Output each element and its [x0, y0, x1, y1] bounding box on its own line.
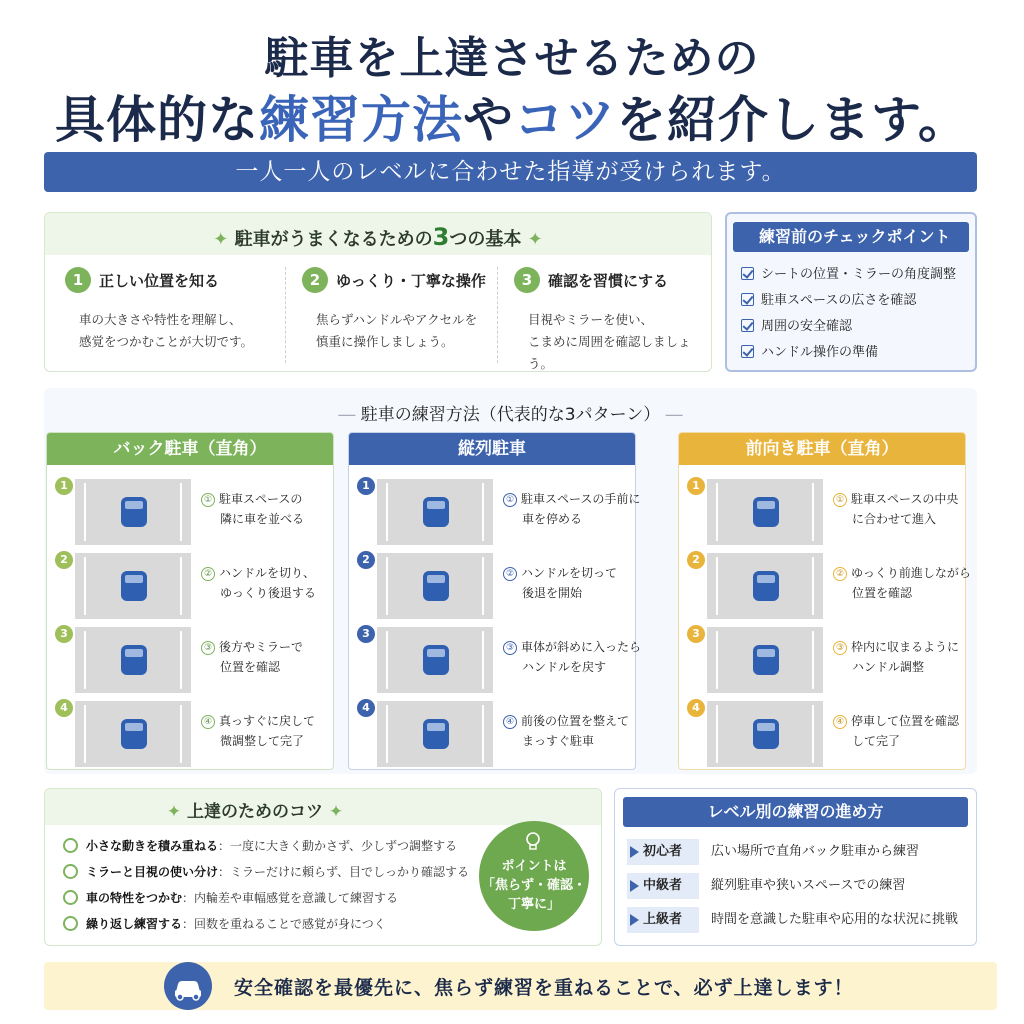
step-circle-number: ④: [503, 715, 517, 729]
sparkle-icon: ✦: [521, 229, 543, 250]
step-number: 2: [687, 551, 705, 569]
step-number: 2: [55, 551, 73, 569]
number-badge: 3: [514, 267, 540, 293]
tips-title: [45, 797, 465, 822]
step-line: まっすぐ駐車: [522, 734, 595, 748]
level-item: [627, 873, 958, 907]
step-line: 駐車スペースの手前に: [521, 492, 641, 506]
level-tag: 中級者: [627, 873, 699, 899]
headline-accent-methods: 練習方法: [259, 90, 463, 149]
step-text: [503, 711, 629, 751]
pattern-step: [349, 625, 642, 695]
level-item: [627, 907, 958, 941]
tips-title-text: 上達のためのコツ: [187, 802, 323, 822]
step-number: 1: [687, 477, 705, 495]
checkpoint-label: ハンドル操作の準備: [761, 345, 879, 360]
basic-item-head: ゆっくり・丁寧な操作: [336, 271, 486, 290]
step-line: 隣に車を並べる: [220, 512, 305, 526]
level-text: 縦列駐車や狭いスペースでの練習: [711, 878, 906, 893]
step-line: ゆっくり後退する: [220, 586, 316, 600]
checkbox-icon: [741, 345, 754, 358]
parking-diagram: [75, 627, 191, 693]
car-icon: [164, 962, 212, 1010]
headline-line1: 駐車を上達させるための: [264, 33, 760, 84]
step-line: ハンドル調整: [852, 660, 925, 674]
parking-diagram: [75, 701, 191, 767]
step-circle-number: ②: [503, 567, 517, 581]
tips-list: [63, 833, 469, 937]
step-number: 1: [357, 477, 375, 495]
pattern-step: [679, 477, 965, 547]
pattern-forward-parking: [678, 432, 971, 770]
pattern-step: [349, 699, 635, 769]
tip-text: ：内輪差や車幅感覚を意識して練習する: [182, 891, 399, 905]
step-text: [201, 489, 304, 529]
tip-item: [63, 885, 469, 911]
step-circle-number: ④: [201, 715, 215, 729]
basic-item-line: こまめに周囲を確認しましょう。: [528, 334, 691, 371]
step-line: 微調整して完了: [220, 734, 305, 748]
basic-item-head: 確認を習慣にする: [548, 271, 669, 290]
tip-text: ：ミラーだけに頼らず、目でしっかり確認する: [218, 865, 470, 879]
basic-item-line: 車の大きさや特性を理解し、: [79, 312, 242, 327]
step-circle-number: ①: [503, 493, 517, 507]
pattern-step: [47, 699, 333, 769]
step-line: 駐車スペースの中央: [851, 492, 959, 506]
level-item: [627, 839, 958, 873]
pattern-title: 縦列駐車: [349, 433, 635, 465]
level-text: 広い場所で直角バック駐車から練習: [711, 844, 920, 859]
step-number: 4: [357, 699, 375, 717]
checkpoint-item: [741, 340, 956, 366]
parking-diagram: [377, 627, 493, 693]
step-number: 3: [357, 625, 375, 643]
step-number: 2: [357, 551, 375, 569]
checkpoint-item: [741, 288, 956, 314]
step-line: ハンドルを戻す: [522, 660, 607, 674]
pattern-step: [679, 625, 965, 695]
step-line: 前後の位置を整えて: [521, 714, 630, 728]
step-text: [503, 637, 641, 677]
basics-title-text: つの基本: [449, 229, 522, 250]
step-line: して完了: [852, 734, 901, 748]
step-circle-number: ③: [833, 641, 847, 655]
basic-item-line: 感覚をつかむことが大切です。: [79, 334, 254, 349]
levels-title: レベル別の練習の進め方: [623, 797, 968, 827]
check-circle-icon: [63, 890, 78, 905]
checkpoint-item: [741, 262, 956, 288]
step-circle-number: ②: [201, 567, 215, 581]
parking-diagram: [707, 553, 823, 619]
pattern-step: [679, 699, 965, 769]
tip-bold: 小さな動きを積み重ねる: [86, 839, 219, 853]
point-line: ポイントは: [501, 859, 567, 874]
step-number: 1: [55, 477, 73, 495]
step-text: [833, 489, 958, 529]
step-line: 後退を開始: [522, 586, 583, 600]
headline-accent-tips: コツ: [514, 90, 616, 149]
pattern-step: [47, 625, 333, 695]
lightbulb-icon: [524, 831, 542, 851]
levels-panel: [614, 788, 977, 946]
step-line: 後方やミラーで: [219, 640, 304, 654]
tip-item: [63, 833, 469, 859]
basics-title-number: 3: [432, 223, 450, 251]
step-text: [833, 711, 959, 751]
basic-item: [497, 267, 707, 371]
step-text: [201, 637, 303, 677]
subtitle-banner: 一人一人のレベルに合わせた指導が受けられます。: [44, 152, 977, 192]
basics-title: [45, 223, 711, 251]
level-tag: 上級者: [627, 907, 699, 933]
step-line: ハンドルを切り、: [219, 566, 316, 580]
parking-diagram: [75, 553, 191, 619]
parking-diagram: [707, 701, 823, 767]
step-circle-number: ③: [201, 641, 215, 655]
step-line: 車体が斜めに入ったら: [521, 640, 642, 654]
basic-item-line: 慎重に操作しましょう。: [316, 334, 454, 349]
pattern-step: [679, 551, 971, 621]
basic-item-head: 正しい位置を知る: [99, 271, 220, 290]
step-circle-number: ①: [833, 493, 847, 507]
checkpoint-panel: [725, 212, 977, 372]
sparkle-icon: ✦: [323, 802, 344, 822]
basic-item: [285, 267, 495, 363]
step-circle-number: ②: [833, 567, 847, 581]
headline-text: を紹介します。: [616, 90, 969, 149]
step-line: 位置を確認: [852, 586, 913, 600]
step-line: 車を停める: [522, 512, 583, 526]
headline-line2: [0, 80, 1024, 152]
point-text: [479, 857, 589, 914]
step-line: に合わせて進入: [852, 512, 937, 526]
level-tag: 初心者: [627, 839, 699, 865]
methods-title: [44, 400, 977, 425]
checkpoint-list: [741, 262, 956, 366]
tip-item: [63, 859, 469, 885]
headline-text: や: [463, 90, 514, 149]
step-number: 4: [687, 699, 705, 717]
step-number: 3: [55, 625, 73, 643]
pattern-title: 前向き駐車（直角）: [679, 433, 965, 465]
point-line: 丁寧に」: [507, 897, 560, 912]
point-line: 「焦らず・確認・: [481, 878, 586, 893]
tip-bold: 繰り返し練習する: [86, 917, 183, 931]
checkpoint-label: シートの位置・ミラーの角度調整: [761, 267, 957, 282]
level-text: 時間を意識した駐車や応用的な状況に挑戦: [711, 912, 959, 927]
sparkle-icon: ✦: [166, 802, 187, 822]
basic-item-line: 焦らずハンドルやアクセルを: [316, 312, 478, 327]
tip-bold: ミラーと目視の使い分け: [86, 865, 219, 879]
step-text: [833, 637, 959, 677]
parking-diagram: [377, 701, 493, 767]
pattern-step: [349, 551, 635, 621]
methods-section: [44, 388, 977, 774]
parking-diagram: [377, 553, 493, 619]
step-number: 3: [687, 625, 705, 643]
tips-panel: [44, 788, 602, 946]
footer-banner: [44, 962, 997, 1010]
step-line: 駐車スペースの: [219, 492, 303, 506]
basic-item-body: [302, 309, 495, 353]
number-badge: 1: [65, 267, 91, 293]
basic-item-line: 目視やミラーを使い、: [528, 312, 654, 327]
tip-item: [63, 911, 469, 937]
levels-list: [627, 839, 958, 941]
step-text: [201, 563, 316, 603]
check-circle-icon: [63, 864, 78, 879]
number-badge: 2: [302, 267, 328, 293]
checkpoint-label: 周囲の安全確認: [761, 319, 853, 334]
dash-decoration: ―: [338, 405, 361, 425]
step-line: 枠内に収まるように: [851, 640, 960, 654]
step-text: [201, 711, 315, 751]
parking-diagram: [377, 479, 493, 545]
methods-title-text: 駐車の練習方法（代表的な3パターン）: [360, 405, 661, 425]
parking-diagram: [707, 627, 823, 693]
pattern-step: [47, 477, 333, 547]
step-circle-number: ④: [833, 715, 847, 729]
checkpoint-title: 練習前のチェックポイント: [733, 222, 969, 252]
basic-item-body: [65, 309, 275, 353]
checkpoint-item: [741, 314, 956, 340]
pattern-step: [349, 477, 641, 547]
basic-item: [65, 267, 275, 363]
point-badge: [479, 821, 589, 931]
check-circle-icon: [63, 916, 78, 931]
pattern-title: バック駐車（直角）: [47, 433, 333, 465]
checkbox-icon: [741, 267, 754, 280]
step-line: 停車して位置を確認: [851, 714, 960, 728]
step-line: ゆっくり前進しながら: [851, 566, 971, 580]
basics-title-text: 駐車がうまくなるための: [234, 229, 433, 250]
step-circle-number: ③: [503, 641, 517, 655]
checkbox-icon: [741, 319, 754, 332]
step-text: [833, 563, 971, 603]
pattern-parallel-parking: [348, 432, 642, 770]
step-number: 4: [55, 699, 73, 717]
check-circle-icon: [63, 838, 78, 853]
tip-text: ：回数を重ねることで感覚が身につく: [182, 917, 386, 931]
step-line: 位置を確認: [220, 660, 281, 674]
checkbox-icon: [741, 293, 754, 306]
tip-text: ：一度に大きく動かさず、少しずつ調整する: [218, 839, 458, 853]
sparkle-icon: ✦: [213, 229, 235, 250]
parking-diagram: [707, 479, 823, 545]
parking-diagram: [75, 479, 191, 545]
step-text: [503, 563, 617, 603]
pattern-step: [47, 551, 333, 621]
step-text: [503, 489, 640, 529]
pattern-back-parking: [46, 432, 334, 770]
step-line: ハンドルを切って: [521, 566, 618, 580]
tip-bold: 車の特性をつかむ: [86, 891, 183, 905]
checkpoint-label: 駐車スペースの広さを確認: [761, 293, 917, 308]
footer-text: 安全確認を最優先に、焦らず練習を重ねることで、必ず上達します！: [234, 977, 854, 999]
basic-item-body: [514, 309, 707, 375]
step-circle-number: ①: [201, 493, 215, 507]
step-line: 真っすぐに戻して: [219, 714, 316, 728]
dash-decoration: ―: [660, 405, 683, 425]
basics-panel: [44, 212, 712, 372]
headline-text: 具体的な: [55, 90, 259, 149]
